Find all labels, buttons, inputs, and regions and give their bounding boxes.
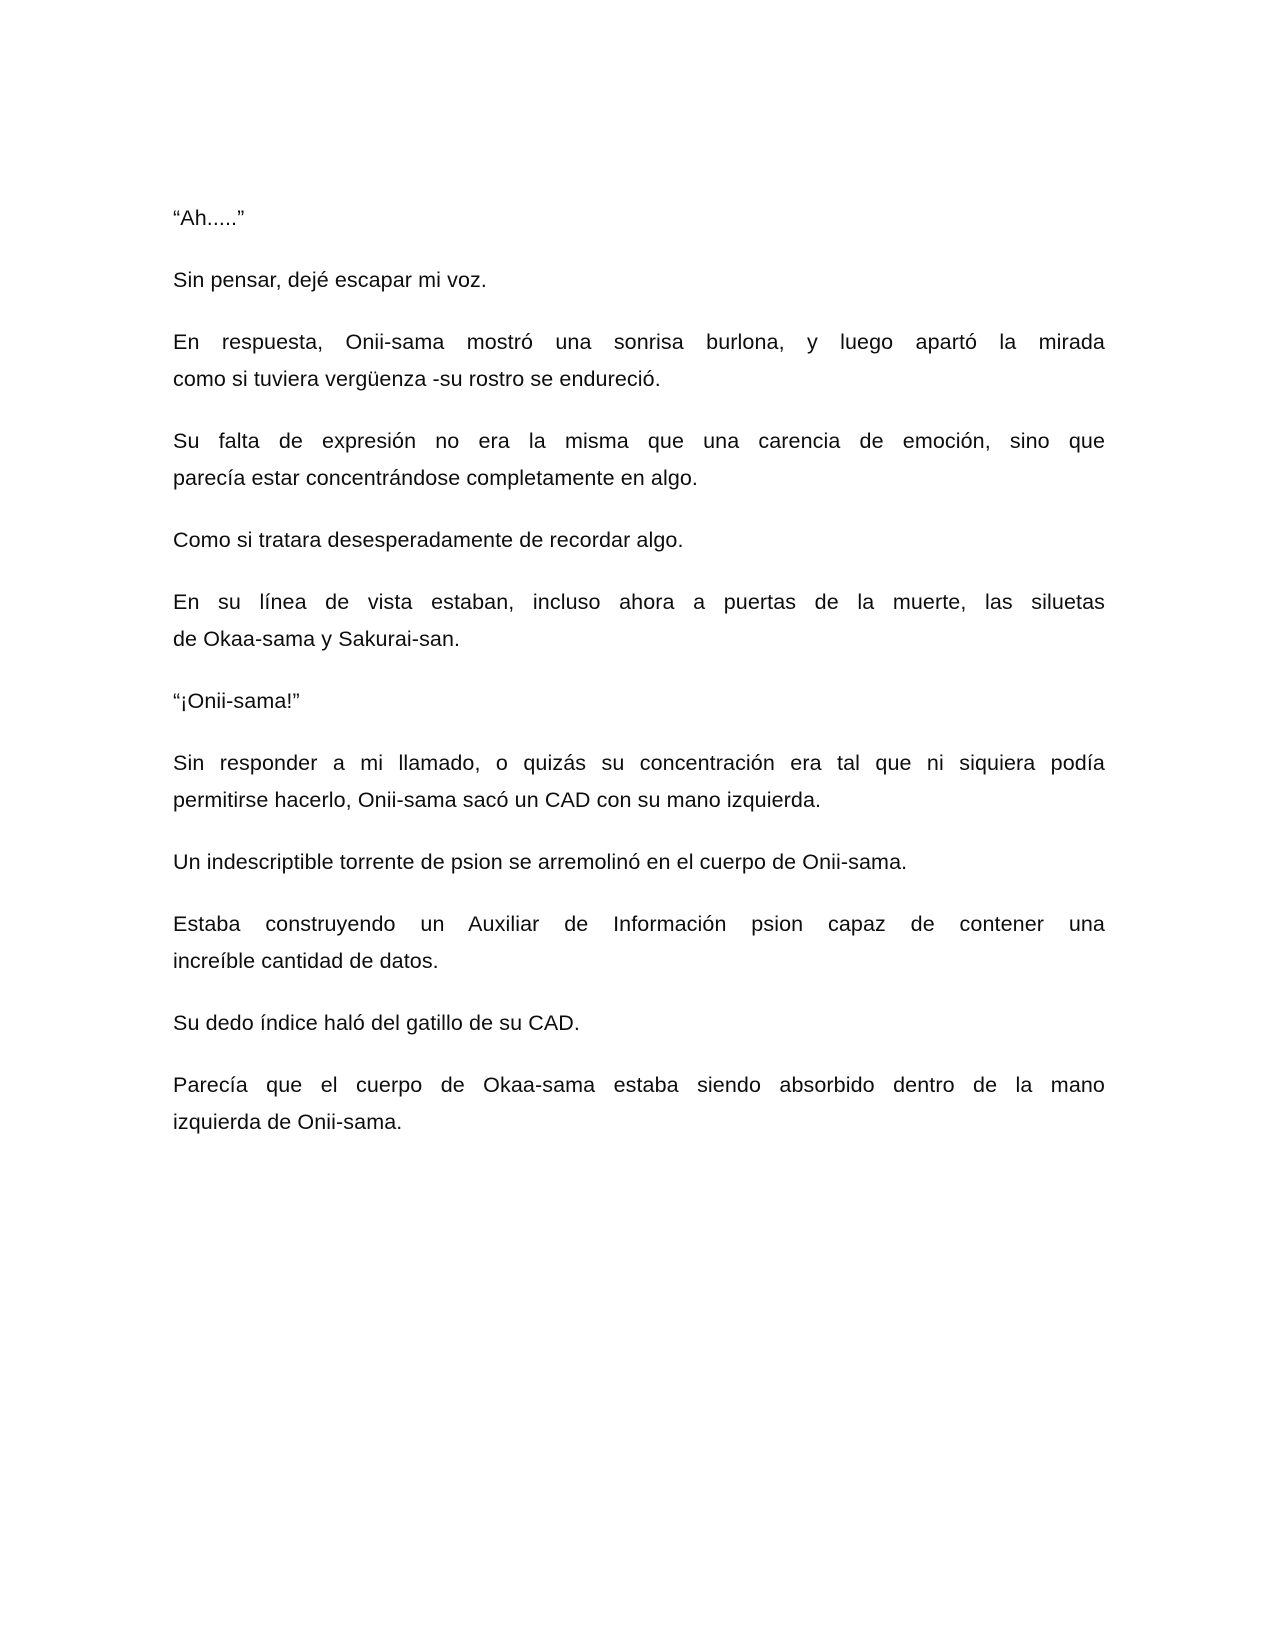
- paragraph: [173, 683, 1105, 720]
- text-line: increíble cantidad de datos.: [173, 949, 439, 973]
- paragraph: [173, 844, 1105, 881]
- text-line: En su línea de vista estaban, incluso ahora a puertas de la muerte, las siluetas: [173, 590, 1105, 614]
- text-line: Como si tratara desesperadamente de recordar algo.: [173, 528, 684, 552]
- text-line: como si tuviera vergüenza -su rostro se endureció.: [173, 367, 661, 391]
- text-line: permitirse hacerlo, Onii-sama sacó un CAD con su mano izquierda.: [173, 788, 822, 812]
- text-line: En respuesta, Onii-sama mostró una sonrisa burlona, y luego apartó la mirada: [173, 330, 1105, 354]
- paragraph: [173, 200, 1105, 237]
- text-line: “¡Onii-sama!”: [173, 689, 300, 713]
- text-line: parecía estar concentrándose completamente en algo.: [173, 466, 699, 490]
- paragraph: [173, 584, 1105, 658]
- paragraph: [173, 1067, 1105, 1141]
- text-line: Su falta de expresión no era la misma que una carencia de emoción, sino que: [173, 429, 1105, 453]
- paragraph: [173, 745, 1105, 819]
- text-line: Un indescriptible torrente de psion se arremolinó en el cuerpo de Onii-sama.: [173, 850, 908, 874]
- text-line: izquierda de Onii-sama.: [173, 1110, 403, 1134]
- paragraph: [173, 1005, 1105, 1042]
- paragraph: [173, 906, 1105, 980]
- text-line: de Okaa-sama y Sakurai-san.: [173, 627, 461, 651]
- text-line: Estaba construyendo un Auxiliar de Información psion capaz de contener una: [173, 912, 1105, 936]
- text-line: “Ah.....”: [173, 206, 245, 230]
- text-line: Parecía que el cuerpo de Okaa-sama estaba siendo absorbido dentro de la mano: [173, 1073, 1105, 1097]
- text-line: Sin pensar, dejé escapar mi voz.: [173, 268, 487, 292]
- paragraph: [173, 324, 1105, 398]
- paragraph: [173, 522, 1105, 559]
- text-line: Sin responder a mi llamado, o quizás su concentración era tal que ni siquiera podía: [173, 751, 1105, 775]
- text-line: Su dedo índice haló del gatillo de su CAD.: [173, 1011, 580, 1035]
- document-body: [173, 200, 1105, 1166]
- paragraph: [173, 262, 1105, 299]
- paragraph: [173, 423, 1105, 497]
